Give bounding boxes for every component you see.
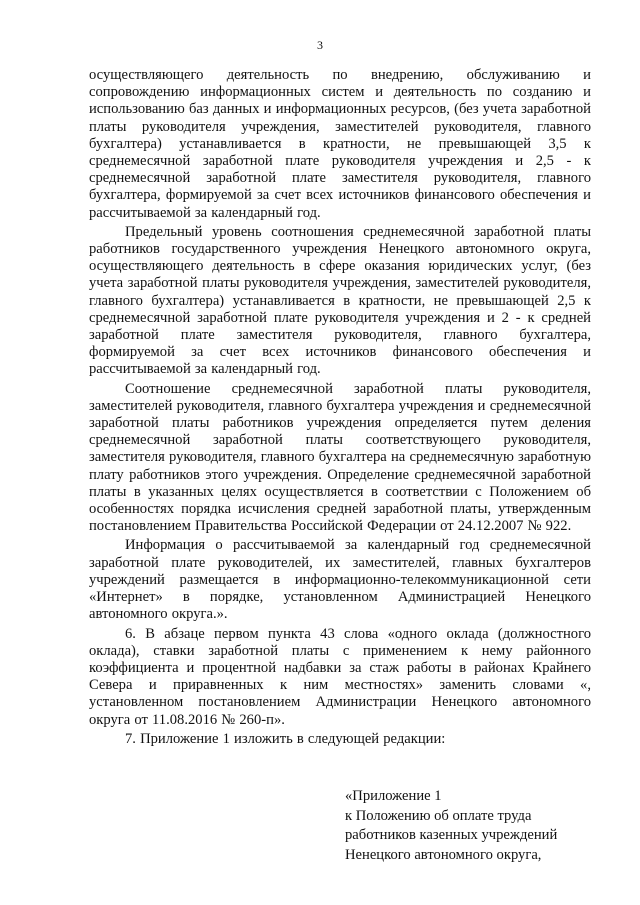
appendix-line-3: работников казенных учреждений xyxy=(345,827,558,843)
paragraph-legal-services-ratio: Предельный уровень соотношения среднемесячной заработной платы работников государственного учреждения Ненецкого автономного округа, осуществляющего деятельность в сфере оказания юридических услуг, (без учета заработной платы руководителя учреждения, заместителей руководителя, главного бухгалтера) устанавливается в кратности, не превышающей 2,5 к среднемесячной заработной плате руководителя учреждения и 2 - к средней заработной плате заместителя руководителя, главного бухгалтера, формируемой за счет всех источников финансового обеспечения и рассчитываемой за календарный год. xyxy=(89,223,591,378)
appendix-line-4: Ненецкого автономного округа, xyxy=(345,846,542,863)
appendix-header xyxy=(345,787,605,865)
paragraph-item-7: 7. Приложение 1 изложить в следующей редакции: xyxy=(125,730,446,747)
paragraph-ratio-definition: Соотношение среднемесячной заработной платы руководителя, заместителей руководителя, главного бухгалтера учреждения и среднемесячной заработной платы работников учреждения определяется путем деления среднемесячной заработной платы соответствующего руководителя, заместителя руководителя, главного бухгалтера на среднемесячную заработную плату работников этого учреждения. Определение среднемесячной заработной платы в указанных целях осуществляется в соответствии с Положением об особенностях порядка исчисления средней заработной платы, утвержденным постановлением Правительства Российской Федерации от 24.12.2007 № 922. xyxy=(89,380,591,535)
page-number: 3 xyxy=(317,38,323,52)
paragraph-internet-publication: Информация о рассчитываемой за календарный год среднемесячной заработной плате руководителей, их заместителей, главных бухгалтеров учреждений размещается в информационно-телекоммуникационной сети «Интернет» в порядке, установленном Администрацией Ненецкого автономного округа.». xyxy=(89,537,591,623)
appendix-title: «Приложение 1 xyxy=(345,788,442,804)
paragraph-continuation: осуществляющего деятельность по внедрению, обслуживанию и сопровождению информационных систем и деятельность по созданию и использованию баз данных и информационных ресурсов, (без учета заработной платы руководителя учреждения, заместителей руководителя, главного бухгалтера) устанавливается в кратности, не превышающей 3,5 к среднемесячной заработной плате руководителя учреждения и 2,5 - к среднемесячной заработной плате заместителя руководителя, главного бухгалтера, формируемой за счет всех источников финансового обеспечения и рассчитываемой за календарный год. xyxy=(89,67,591,221)
paragraph-item-6: 6. В абзаце первом пункта 43 слова «одного оклада (должностного оклада), ставки заработной платы с применением к нему районного коэффициента и процентной надбавки за стаж работы в районах Крайнего Севера и приравненных к ним местностях» заменить словами «, установленном постановлением Администрации Ненецкого автономного округа от 11.08.2016 № 260-п». xyxy=(89,625,591,728)
document-body xyxy=(89,67,591,748)
appendix-line-2: к Положению об оплате труда xyxy=(345,807,532,824)
